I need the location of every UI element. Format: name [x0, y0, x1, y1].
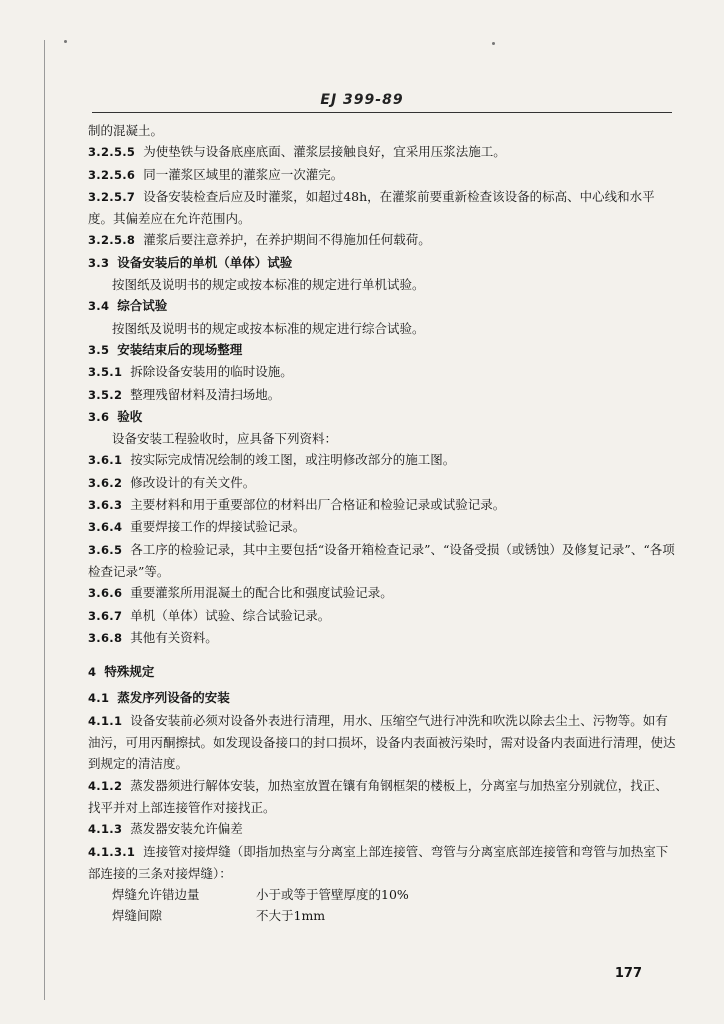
paragraph-line: [88, 710, 676, 775]
clause-number: 3.2.5.7: [88, 189, 136, 204]
section-heading: [88, 406, 676, 428]
section-heading: [88, 687, 676, 709]
clause-number: 3.6.5: [88, 542, 123, 557]
clause-text: 主要材料和用于重要部位的材料出厂合格证和检验记录或试验记录。: [130, 497, 506, 513]
clause-number: 3.6.6: [88, 586, 123, 601]
clause-text: 安装结束后的现场整理: [117, 341, 243, 357]
clause-number: 4.1.3.1: [88, 844, 136, 859]
paragraph-line: [88, 229, 676, 251]
clause-text: 蒸发序列设备的安装: [117, 690, 230, 706]
clause-text: 按图纸及说明书的规定或按本标准的规定进行综合试验。: [112, 320, 425, 336]
standard-code-header: EJ 399-89: [320, 92, 404, 108]
clause-number: 4.1: [88, 691, 110, 706]
clause-number: 3.6.7: [88, 608, 123, 623]
paragraph-line: [88, 384, 676, 406]
clause-text: 连接管对接焊缝（即指加热室与分离室上部连接管、弯管与分离室底部连接管和弯管与加热室下部连接的三条对接焊缝）：: [88, 843, 669, 881]
clause-number: 3.6.2: [88, 475, 123, 490]
clause-number: 3.6.1: [88, 453, 123, 468]
paragraph-line: [88, 472, 676, 494]
paragraph-line: [88, 274, 676, 295]
clause-text: 灌浆后要注意养护，在养护期间不得施加任何载荷。: [143, 232, 431, 248]
clause-number: 3.4: [88, 299, 110, 314]
clause-text: 设备安装后的单机（单体）试验: [117, 254, 293, 270]
clause-number: 3.5.2: [88, 387, 123, 402]
paragraph-line: [88, 120, 676, 141]
clause-text: 制的混凝土。: [88, 123, 164, 138]
clause-text: 按实际完成情况绘制的竣工图，或注明修改部分的施工图。: [130, 452, 456, 468]
scan-speck: [492, 42, 495, 45]
clause-text: 按图纸及说明书的规定或按本标准的规定进行单机试验。: [112, 277, 425, 293]
clause-number: 3.6.3: [88, 498, 123, 513]
clause-number: 3.6.8: [88, 630, 123, 645]
paragraph-line: [88, 141, 676, 163]
clause-text: 特殊规定: [104, 664, 155, 680]
paragraph-line: [88, 841, 676, 885]
clause-text: 整理残留材料及清扫场地。: [130, 386, 281, 402]
clause-number: 4: [88, 665, 97, 680]
paragraph-line: [88, 605, 676, 627]
tolerance-label: 焊缝允许错边量: [112, 887, 200, 903]
paragraph-line: [88, 164, 676, 186]
tolerance-label: 焊缝间隙: [112, 908, 163, 924]
clause-text: 拆除设备安装用的临时设施。: [130, 364, 293, 380]
clause-number: 3.2.5.8: [88, 233, 136, 248]
clause-text: 设备安装工程验收时，应具备下列资料：: [112, 431, 338, 447]
clause-text: 为使垫铁与设备底座底面、灌浆层接触良好，宜采用压浆法施工。: [143, 144, 506, 160]
spacer: [88, 649, 676, 661]
clause-text: 重要灌浆所用混凝土的配合比和强度试验记录。: [130, 585, 393, 601]
paragraph-line: [88, 428, 676, 449]
section-heading: [88, 339, 676, 361]
paragraph-line: [88, 627, 676, 649]
clause-number: 3.6.4: [88, 520, 123, 535]
header-rule: [92, 112, 672, 113]
clause-number: 4.1.1: [88, 713, 123, 728]
clause-number: 3.2.5.5: [88, 145, 136, 160]
clause-number: 3.5.1: [88, 365, 123, 380]
paragraph-line: [88, 775, 676, 819]
clause-text: 重要焊接工作的焊接试验记录。: [130, 519, 306, 535]
paragraph-line: [88, 494, 676, 516]
clause-text: 验收: [117, 408, 143, 424]
tolerance-row: [88, 905, 676, 926]
paragraph-line: [88, 516, 676, 538]
clause-text: 其他有关资料。: [130, 629, 218, 645]
clause-text: 设备安装检查后应及时灌浆，如超过48h，在灌浆前要重新检查该设备的标高、中心线和水平度。其偏差应在允许范围内。: [88, 188, 655, 227]
clause-text: 单机（单体）试验、综合试验记录。: [130, 607, 331, 623]
clause-text: 综合试验: [117, 298, 168, 314]
tolerance-value: 不大于1mm: [256, 908, 326, 924]
body-text: [88, 120, 676, 927]
tolerance-value: 小于或等于管壁厚度的10%: [256, 887, 409, 903]
clause-number: 4.1.2: [88, 778, 123, 793]
paragraph-line: [88, 449, 676, 471]
section-heading: [88, 295, 676, 317]
clause-text: 设备安装前必须对设备外表进行清理，用水、压缩空气进行冲洗和吹洗以除去尘土、污物等。如有油污，可用丙酮擦拭。如发现设备接口的封口损坏，设备内表面被污染时，需对设备内表面进行清理，使达到规定的清洁度。: [88, 712, 676, 772]
paragraph-line: [88, 318, 676, 339]
paragraph-line: [88, 539, 676, 583]
clause-number: 3.2.5.6: [88, 167, 136, 182]
clause-text: 各工序的检验记录，其中主要包括“设备开箱检查记录”、“设备受损（或锈蚀）及修复记录”、“各项检查记录”等。: [88, 541, 675, 579]
clause-text: 蒸发器安装允许偏差: [130, 821, 243, 837]
paragraph-line: [88, 818, 676, 840]
section-heading: [88, 661, 676, 683]
page-number: 177: [614, 966, 642, 981]
paragraph-line: [88, 361, 676, 383]
clause-text: 蒸发器须进行解体安装，加热室放置在镶有角钢框架的楼板上，分离室与加热室分别就位，找正、找平并对上部连接管作对接找正。: [88, 777, 668, 815]
section-heading: [88, 252, 676, 274]
clause-number: 4.1.3: [88, 822, 123, 837]
paragraph-line: [88, 582, 676, 604]
clause-number: 3.3: [88, 255, 110, 270]
scan-speck: [64, 40, 67, 43]
clause-number: 3.6: [88, 409, 110, 424]
clause-number: 3.5: [88, 342, 110, 357]
clause-text: 同一灌浆区域里的灌浆应一次灌完。: [143, 166, 344, 182]
paragraph-line: [88, 186, 676, 230]
tolerance-row: [88, 884, 676, 905]
clause-text: 修改设计的有关文件。: [130, 474, 256, 490]
binding-edge-line: [44, 40, 45, 1000]
